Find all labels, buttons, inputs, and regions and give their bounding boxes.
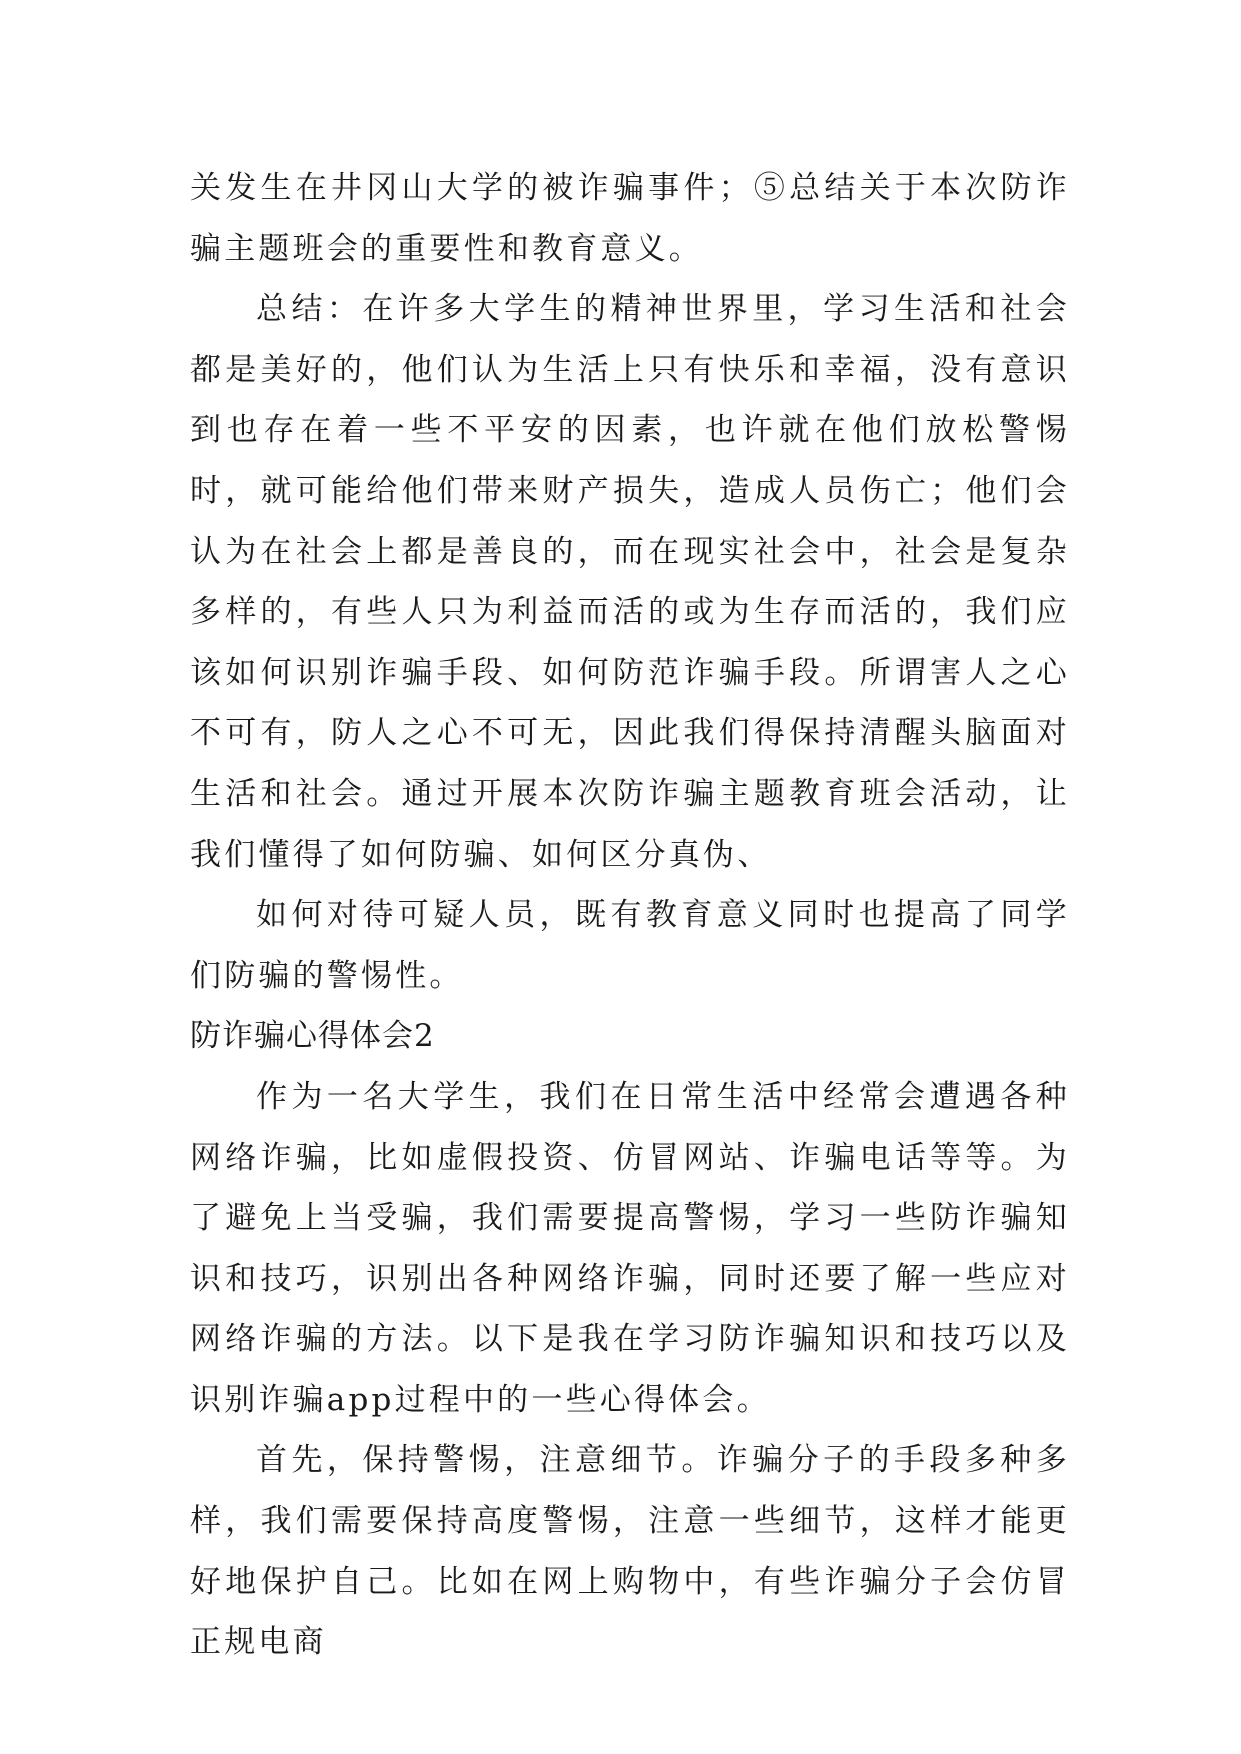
section-heading: 防诈骗心得体会2 xyxy=(190,1018,435,1055)
paragraph: 总结：在许多大学生的精神世界里，学习生活和社会都是美好的，他们认为生活上只有快乐和幸福，没有意识到也存在着一些不平安的因素，也许就在他们放松警惕时，就可能给他们带来财产损失，造成人员伤亡；他们会认为在社会上都是善良的，而在现实社会中，社会是复杂多样的，有些人只为利益而活的或为生存而活的，我们应该如何识别诈骗手段、如何防范诈骗手段。所谓害人之心不可有，防人之心不可无，因此我们得保持清醒头脑面对生活和社会。通过开展本次防诈骗主题教育班会活动，让我们懂得了如何防骗、如何区分真伪、 xyxy=(190,291,1070,873)
paragraph: 关发生在井冈山大学的被诈骗事件；⑤总结关于本次防诈骗主题班会的重要性和教育意义。 xyxy=(190,170,1070,267)
paragraph: 首先，保持警惕，注意细节。诈骗分子的手段多种多样，我们需要保持高度警惕，注意一些细节，这样才能更好地保护自己。比如在网上购物中，有些诈骗分子会仿冒正规电商 xyxy=(190,1442,1070,1661)
document-body xyxy=(190,158,1070,1673)
paragraph: 作为一名大学生，我们在日常生活中经常会遭遇各种网络诈骗，比如虚假投资、仿冒网站、诈骗电话等等。为了避免上当受骗，我们需要提高警惕，学习一些防诈骗知识和技巧，识别出各种网络诈骗，同时还要了解一些应对网络诈骗的方法。以下是我在学习防诈骗知识和技巧以及识别诈骗app过程中的一些心得体会。 xyxy=(190,1078,1070,1418)
paragraph: 如何对待可疑人员，既有教育意义同时也提高了同学们防骗的警惕性。 xyxy=(190,897,1070,994)
